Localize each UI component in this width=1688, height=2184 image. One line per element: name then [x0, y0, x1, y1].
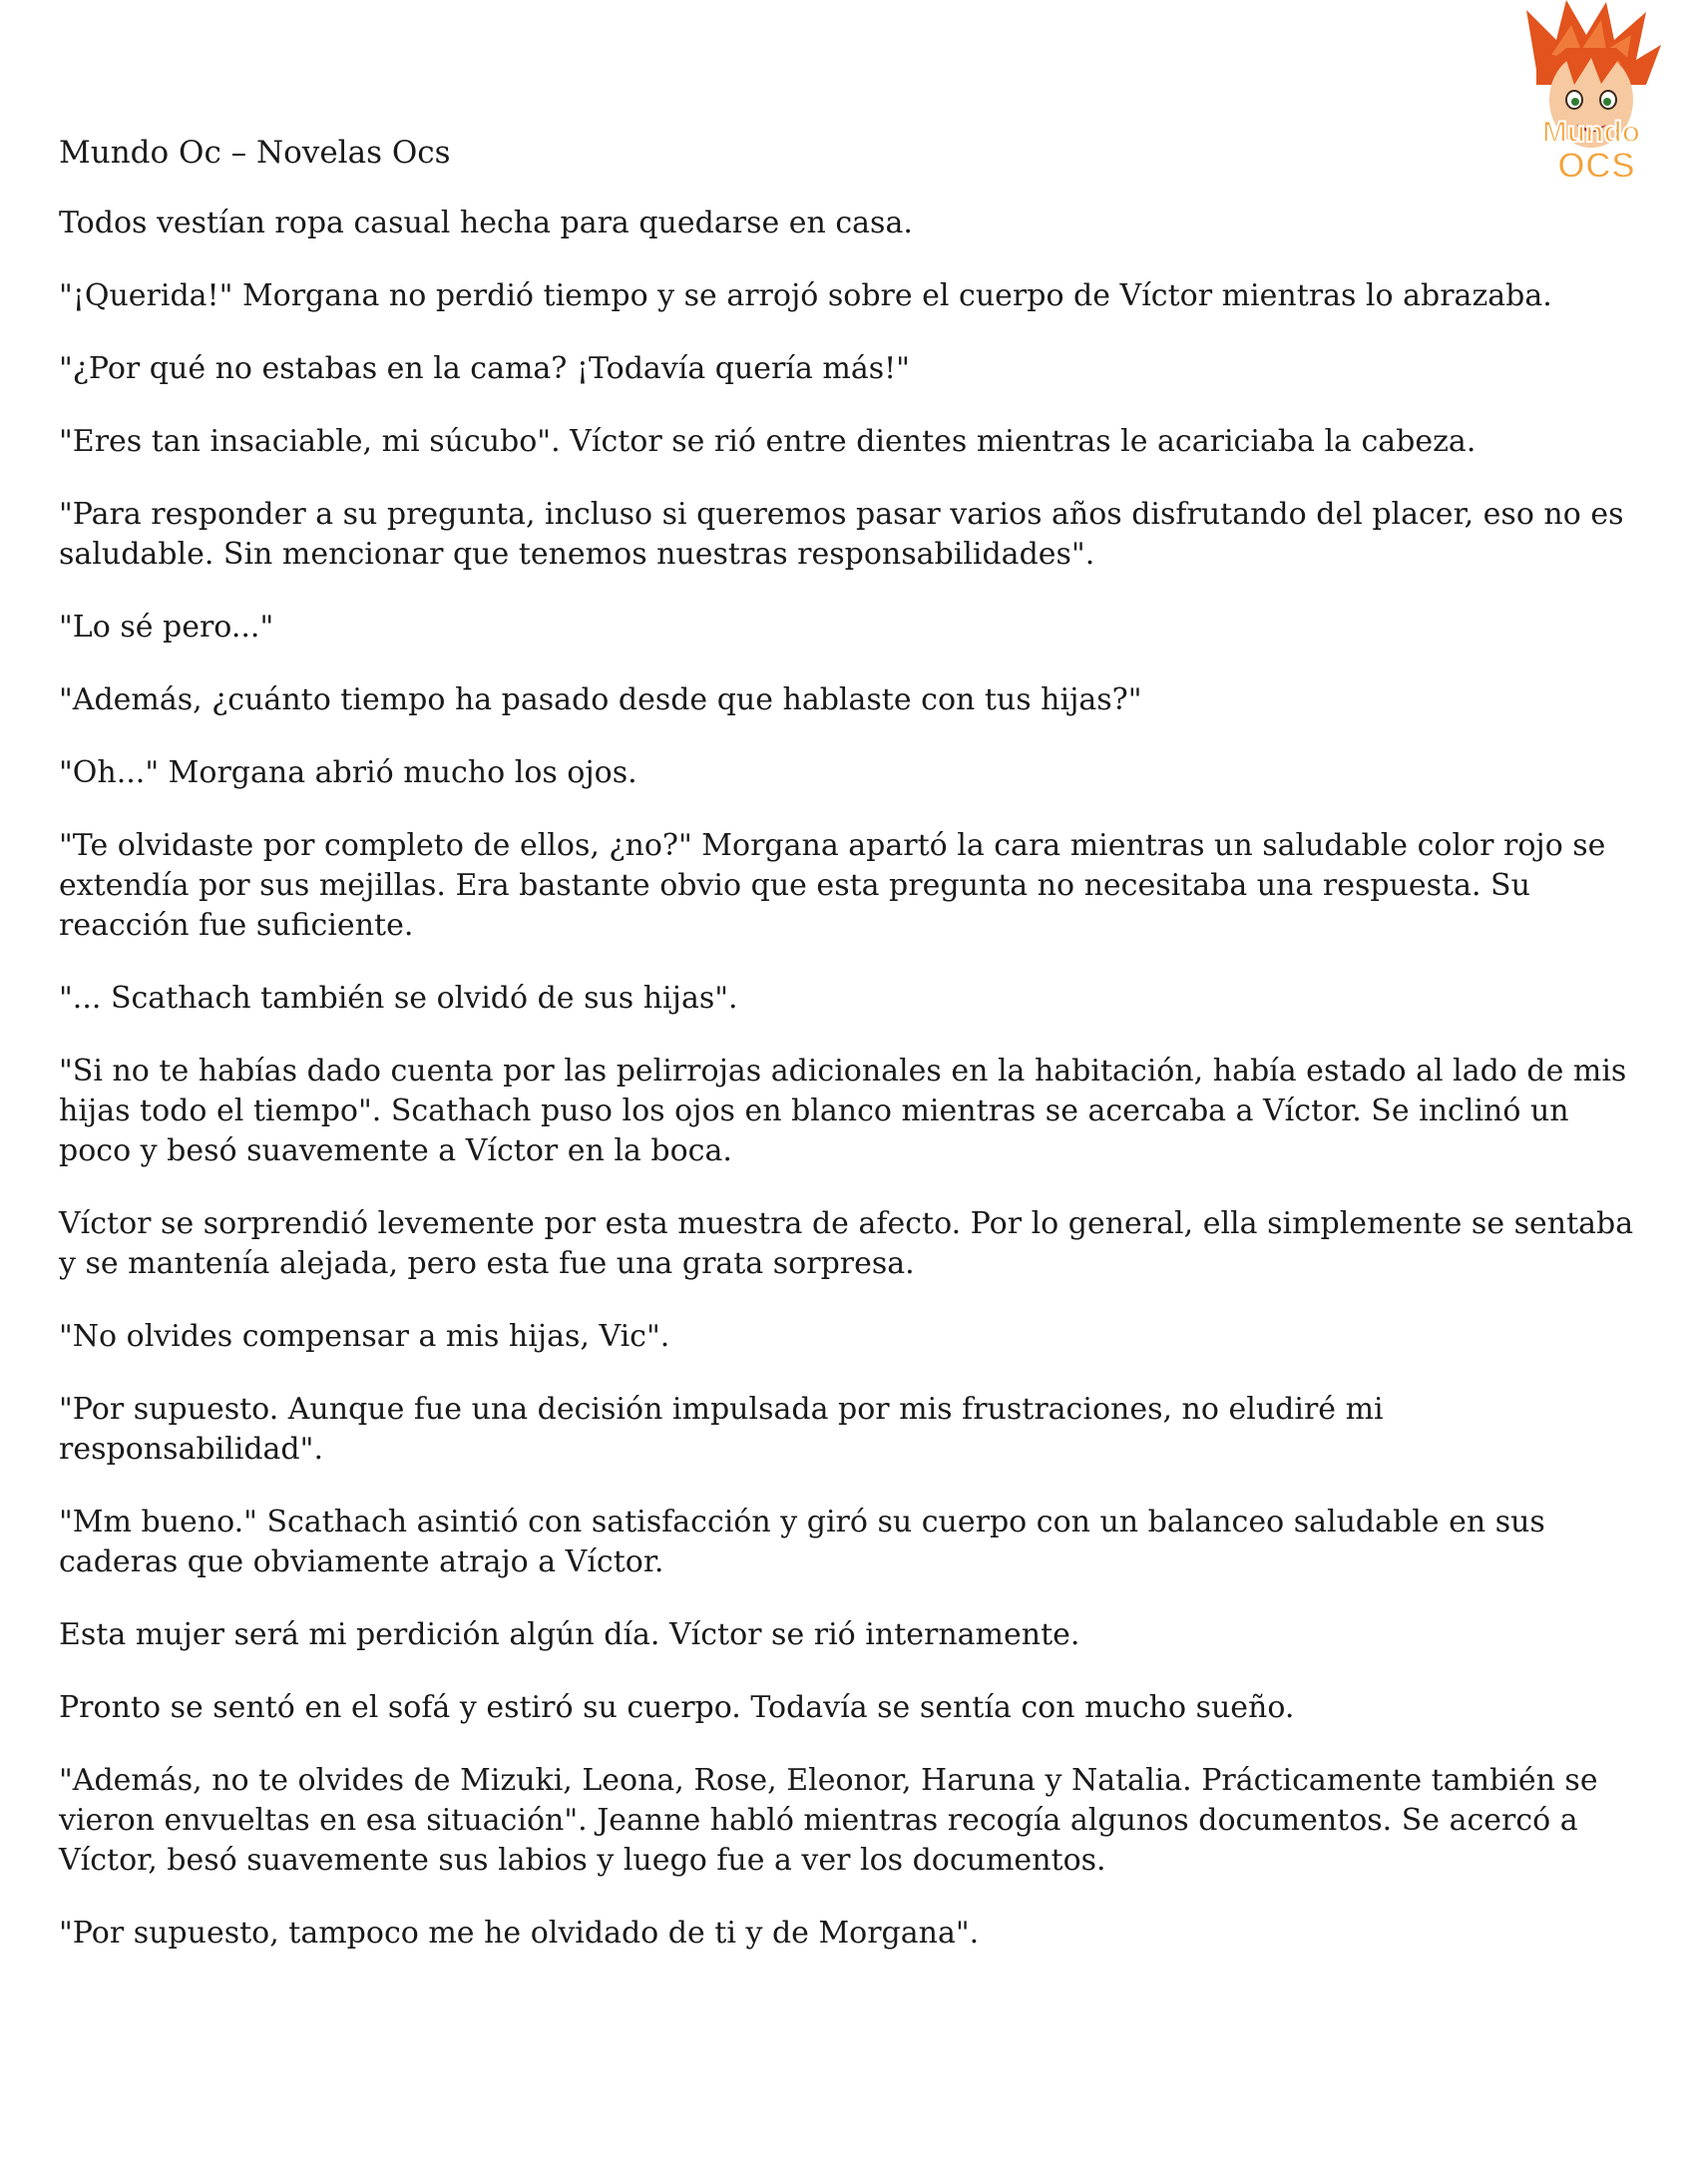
- paragraph: "Por supuesto. Aunque fue una decisión impulsada por mis frustraciones, no eludiré mi responsabilidad".: [59, 1392, 1384, 1467]
- paragraph: Pronto se sentó en el sofá y estiró su cuerpo. Todavía se sentía con mucho sueño.: [59, 1690, 1295, 1725]
- paragraph: "Además, ¿cuánto tiempo ha pasado desde que hablaste con tus hijas?": [59, 682, 1142, 717]
- logo-wordmark-top: Mundo: [1541, 116, 1641, 149]
- paragraph: "Mm bueno." Scathach asintió con satisfacción y giró su cuerpo con un balanceo saludable en sus caderas que obviamente atrajo a Víctor.: [59, 1505, 1545, 1579]
- paragraph: "Te olvidaste por completo de ellos, ¿no?" Morgana apartó la cara mientras un saludable color rojo se extendía por sus mejillas. Era bastante obvio que esta pregunta no necesitaba una respuesta. Su reacción fue suficiente.: [59, 828, 1606, 943]
- paragraph: "Por supuesto, tampoco me he olvidado de ti y de Morgana".: [59, 1916, 980, 1951]
- paragraph: "No olvides compensar a mis hijas, Vic".: [59, 1319, 670, 1354]
- mundo-ocs-logo: [1496, 0, 1686, 190]
- paragraph: Esta mujer será mi perdición algún día. Víctor se rió internamente.: [59, 1617, 1080, 1652]
- paragraph: "Eres tan insaciable, mi súcubo". Víctor se rió entre dientes mientras le acariciaba la cabeza.: [59, 424, 1477, 459]
- paragraph: "Si no te habías dado cuenta por las pelirrojas adicionales en la habitación, había estado al lado de mis hijas todo el tiempo". Scathach puso los ojos en blanco mientras se acercaba a Víctor. Se inclinó un poco y besó suavemente a Víctor en la boca.: [59, 1054, 1627, 1168]
- paragraph: "¿Por qué no estabas en la cama? ¡Todavía quería más!": [59, 351, 910, 386]
- paragraph: "... Scathach también se olvidó de sus hijas".: [59, 981, 738, 1016]
- chapter-body: [59, 204, 1635, 1986]
- paragraph: "Para responder a su pregunta, incluso si queremos pasar varios años disfrutando del placer, eso no es saludable. Sin mencionar que tenemos nuestras responsabilidades".: [59, 497, 1624, 572]
- paragraph: Víctor se sorprendió levemente por esta muestra de afecto. Por lo general, ella simplemente se sentaba y se mantenía alejada, pero esta fue una grata sorpresa.: [59, 1206, 1634, 1281]
- paragraph: "Lo sé pero...": [59, 610, 274, 645]
- paragraph: "Además, no te olvides de Mizuki, Leona, Rose, Eleonor, Haruna y Natalia. Prácticamente también se vieron envueltas en esa situación". Jeanne habló mientras recogía algunos documentos. Se acercó a Víctor, besó suavemente sus labios y luego fue a ver los documentos.: [59, 1763, 1598, 1878]
- site-title: Mundo Oc – Novelas Ocs: [59, 135, 451, 171]
- paragraph: Todos vestían ropa casual hecha para quedarse en casa.: [59, 206, 913, 240]
- paragraph: "¡Querida!" Morgana no perdió tiempo y se arrojó sobre el cuerpo de Víctor mientras lo abrazaba.: [59, 278, 1552, 313]
- logo-wordmark-bottom: OCS: [1556, 145, 1636, 186]
- paragraph: "Oh..." Morgana abrió mucho los ojos.: [59, 755, 637, 790]
